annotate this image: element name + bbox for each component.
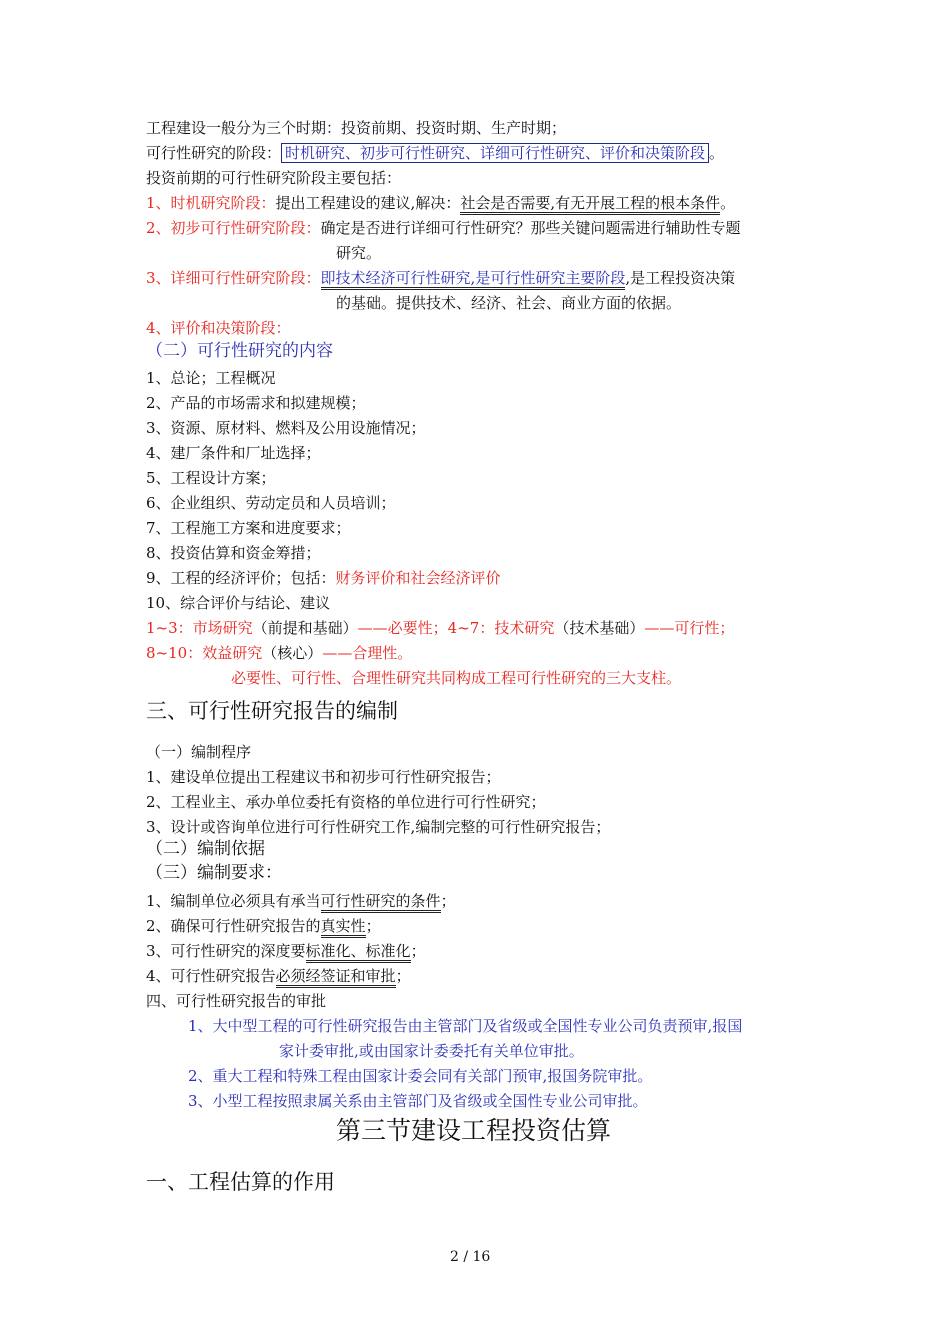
summary-text: ——必要性；4~7：技术研究 (357, 619, 555, 637)
underlined-text: 标准化、标准化 (306, 942, 411, 963)
text-body: ,是工程投资决策 (625, 269, 736, 287)
list-item: 2、产品的市场需求和拟建规模； (146, 394, 366, 412)
text-body: 确定是否进行详细可行性研究？那些关键问题需进行辅助性专题 (320, 219, 741, 237)
summary-line: 必要性、可行性、合理性研究共同构成工程可行性研究的三大支柱。 (231, 669, 682, 687)
list-item: 8、投资估算和资金筹措； (146, 544, 321, 562)
list-item: 6、企业组织、劳动定员和人员培训； (146, 494, 396, 512)
list-item (146, 966, 411, 986)
text-line: 的基础。提供技术、经济、社会、商业方面的依据。 (336, 294, 682, 312)
text-line: 研究。 (336, 244, 382, 262)
list-item (146, 568, 501, 588)
list-item: 1、总论；工程概况 (146, 369, 276, 387)
text-body: 4、可行性研究报告 (146, 967, 276, 985)
list-item: 1、建设单位提出工程建议书和初步可行性研究报告； (146, 768, 501, 786)
text-punct: 。 (709, 144, 725, 162)
underlined-text: 即技术经济可行性研究,是可行性研究主要阶段 (321, 269, 626, 290)
list-item: 3、设计或咨询单位进行可行性研究工作,编制完整的可行性研究报告； (146, 818, 611, 836)
summary-text: 1~3：市场研究 (146, 619, 253, 637)
underlined-text: 社会是否需要,有无开展工程的根本条件 (460, 194, 720, 215)
list-item (146, 941, 426, 961)
text-body: 提出工程建设的建议,解决： (275, 194, 461, 212)
boxed-highlight: 时机研究、初步可行性研究、详细可行性研究、评价和决策阶段 (281, 143, 709, 163)
section-heading: 三、可行性研究报告的编制 (146, 699, 398, 723)
list-item: 3、小型工程按照隶属关系由主管部门及省级或全国性专业公司审批。 (188, 1092, 648, 1110)
underlined-text: 真实性 (321, 917, 366, 938)
chapter-title: 第三节建设工程投资估算 (336, 1116, 612, 1145)
sub-heading: 四、可行性研究报告的审批 (146, 992, 327, 1010)
text-punct: ； (365, 917, 381, 935)
list-item: 家计委审批,或由国家计委委托有关单位审批。 (279, 1042, 584, 1060)
sub-heading: （二）编制依据 (146, 839, 265, 859)
list-item: 10、综合评价与结论、建议 (146, 594, 331, 612)
text-body: 2、确保可行性研究报告的 (146, 917, 321, 935)
text-punct: ； (410, 942, 426, 960)
page-number: 2 / 16 (450, 1249, 491, 1265)
section-heading: （二）可行性研究的内容 (146, 341, 333, 361)
text-line: 投资前期的可行性研究阶段主要包括： (146, 169, 402, 187)
text-body: 9、工程的经济评价；包括： (146, 569, 336, 587)
list-item: 4、建厂条件和厂址选择； (146, 444, 321, 462)
text-line: 工程建设一般分为三个时期：投资前期、投资时期、生产时期； (146, 119, 567, 137)
section-heading: 一、工程估算的作用 (146, 1170, 335, 1194)
list-item: 1、大中型工程的可行性研究报告由主管部门及省级或全国性专业公司负责预审,报国 (188, 1017, 743, 1035)
stage-label: 1、时机研究阶段： (146, 194, 276, 212)
text-punct: ； (395, 967, 411, 985)
text-body: 1、编制单位必须具有承当 (146, 892, 321, 910)
summary-text: 8~10：效益研究 (146, 644, 263, 662)
summary-note: （技术基础） (554, 619, 645, 637)
summary-note: （核心） (262, 644, 323, 662)
summary-text: ——可行性； (644, 619, 735, 637)
stage-label: 4、评价和决策阶段： (146, 319, 291, 337)
list-item (146, 916, 381, 936)
highlight-text: 财务评价和社会经济评价 (335, 569, 501, 587)
text-punct: ； (440, 892, 456, 910)
sub-heading: （三）编制要求： (146, 863, 282, 883)
text-label: 可行性研究的阶段： (146, 144, 282, 162)
list-item: 2、工程业主、承办单位委托有资格的单位进行可行性研究； (146, 793, 546, 811)
text-punct: 。 (720, 194, 736, 212)
underlined-text: 可行性研究的条件 (321, 892, 441, 913)
list-item: 5、工程设计方案； (146, 469, 276, 487)
text-line (146, 268, 735, 288)
stage-label: 2、初步可行性研究阶段： (146, 219, 321, 237)
list-item: 2、重大工程和特殊工程由国家计委会同有关部门预审,报国务院审批。 (188, 1067, 653, 1085)
text-line (146, 143, 724, 163)
summary-note: （前提和基础） (252, 619, 358, 637)
summary-line (146, 618, 734, 638)
stage-label: 3、详细可行性研究阶段： (146, 269, 321, 287)
text-line (146, 193, 735, 213)
text-body: 3、可行性研究的深度要 (146, 942, 306, 960)
summary-text: ——合理性。 (322, 644, 413, 662)
text-line (146, 218, 741, 238)
sub-heading: （一）编制程序 (146, 743, 252, 761)
underlined-text: 必须经签证和审批 (276, 967, 396, 988)
list-item: 7、工程施工方案和进度要求； (146, 519, 351, 537)
list-item: 3、资源、原材料、燃料及公用设施情况； (146, 419, 426, 437)
list-item (146, 891, 456, 911)
summary-line (146, 643, 412, 663)
